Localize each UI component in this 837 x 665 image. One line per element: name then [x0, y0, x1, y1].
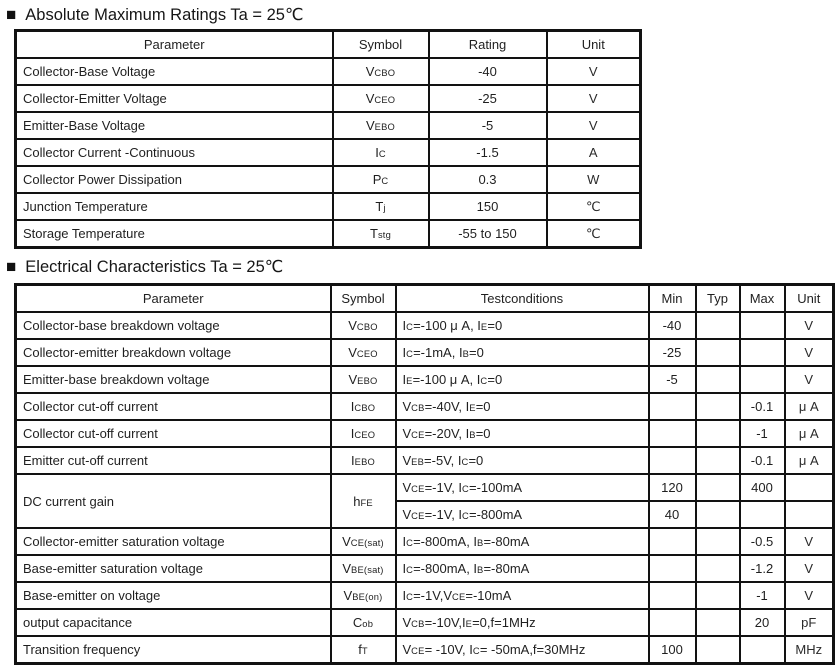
typ-cell — [696, 447, 740, 474]
testcond-cell: IC=-1V,VCE=-10mA — [396, 582, 649, 609]
param-cell: Collector cut-off current — [16, 420, 331, 447]
unit-cell: V — [547, 112, 641, 139]
table-row — [16, 139, 641, 166]
min-cell — [649, 393, 696, 420]
section-title-text: Electrical Characteristics Ta = 25℃ — [25, 258, 284, 276]
unit-cell: V — [785, 339, 834, 366]
table-row — [16, 474, 834, 501]
max-cell: -1.2 — [740, 555, 785, 582]
typ-cell — [696, 366, 740, 393]
testcond-cell: IE=-100 μ A, IC=0 — [396, 366, 649, 393]
table-row — [16, 166, 641, 193]
elec-char-table — [14, 283, 835, 665]
max-cell: 400 — [740, 474, 785, 501]
param-cell: Base-emitter saturation voltage — [16, 555, 331, 582]
rating-cell: 150 — [429, 193, 547, 220]
unit-cell: μ A — [785, 447, 834, 474]
param-cell: Transition frequency — [16, 636, 331, 664]
col-header-symbol: Symbol — [331, 285, 396, 313]
symbol-cell: VCEO — [333, 85, 429, 112]
typ-cell — [696, 501, 740, 528]
min-cell: 40 — [649, 501, 696, 528]
symbol-cell: VEBO — [331, 366, 396, 393]
col-header-symbol: Symbol — [333, 31, 429, 59]
param-cell: Collector cut-off current — [16, 393, 331, 420]
table-row — [16, 609, 834, 636]
param-cell: DC current gain — [16, 474, 331, 528]
symbol-cell: VCBO — [331, 312, 396, 339]
col-header-min: Min — [649, 285, 696, 313]
min-cell: 120 — [649, 474, 696, 501]
typ-cell — [696, 528, 740, 555]
col-header-typ: Typ — [696, 285, 740, 313]
max-cell: -0.5 — [740, 528, 785, 555]
testcond-cell: VEB=-5V, IC=0 — [396, 447, 649, 474]
param-cell: Base-emitter on voltage — [16, 582, 331, 609]
table-row — [16, 220, 641, 248]
symbol-cell: VEBO — [333, 112, 429, 139]
col-header-max: Max — [740, 285, 785, 313]
symbol-cell: VBE(sat) — [331, 555, 396, 582]
rating-cell: -5 — [429, 112, 547, 139]
max-cell: 20 — [740, 609, 785, 636]
typ-cell — [696, 312, 740, 339]
symbol-cell: Cob — [331, 609, 396, 636]
symbol-cell: VBE(on) — [331, 582, 396, 609]
typ-cell — [696, 393, 740, 420]
table-row — [16, 420, 834, 447]
testcond-cell: VCB=-40V, IE=0 — [396, 393, 649, 420]
table-row — [16, 193, 641, 220]
max-cell — [740, 636, 785, 664]
max-cell — [740, 312, 785, 339]
min-cell — [649, 555, 696, 582]
param-cell: Collector-emitter saturation voltage — [16, 528, 331, 555]
min-cell — [649, 528, 696, 555]
typ-cell — [696, 636, 740, 664]
param-cell: Collector-emitter breakdown voltage — [16, 339, 331, 366]
max-cell: -1 — [740, 420, 785, 447]
symbol-cell: hFE — [331, 474, 396, 528]
symbol-cell: VCBO — [333, 58, 429, 85]
symbol-cell: Tstg — [333, 220, 429, 248]
max-cell: -0.1 — [740, 393, 785, 420]
min-cell — [649, 447, 696, 474]
col-header-parameter: Parameter — [16, 31, 333, 59]
min-cell — [649, 582, 696, 609]
typ-cell — [696, 609, 740, 636]
table-row — [16, 312, 834, 339]
table-row — [16, 447, 834, 474]
symbol-cell: Tj — [333, 193, 429, 220]
unit-cell: A — [547, 139, 641, 166]
square-bullet-icon: ■ — [6, 4, 17, 24]
param-cell: Emitter cut-off current — [16, 447, 331, 474]
testcond-cell: VCE=-1V, IC=-100mA — [396, 474, 649, 501]
unit-cell: V — [785, 555, 834, 582]
symbol-cell: ICBO — [331, 393, 396, 420]
section-title-text: Absolute Maximum Ratings Ta = 25℃ — [25, 6, 304, 24]
unit-cell: V — [785, 366, 834, 393]
rating-cell: -25 — [429, 85, 547, 112]
section-title-electrical-characteristics — [6, 257, 283, 277]
min-cell — [649, 420, 696, 447]
rating-cell: 0.3 — [429, 166, 547, 193]
table-row — [16, 112, 641, 139]
testcond-cell: VCE= -10V, IC= -50mA,f=30MHz — [396, 636, 649, 664]
param-cell: output capacitance — [16, 609, 331, 636]
square-bullet-icon: ■ — [6, 256, 17, 276]
unit-cell: MHz — [785, 636, 834, 664]
testcond-cell: IC=-800mA, IB=-80mA — [396, 528, 649, 555]
param-cell: Collector-Base Voltage — [16, 58, 333, 85]
unit-cell: W — [547, 166, 641, 193]
table-row — [16, 555, 834, 582]
max-cell: -0.1 — [740, 447, 785, 474]
testcond-cell: IC=-1mA, IB=0 — [396, 339, 649, 366]
unit-cell — [785, 501, 834, 528]
min-cell — [649, 609, 696, 636]
min-cell: -5 — [649, 366, 696, 393]
rating-cell: -40 — [429, 58, 547, 85]
table-row — [16, 393, 834, 420]
header-row — [16, 31, 641, 59]
symbol-cell: ICEO — [331, 420, 396, 447]
symbol-cell: PC — [333, 166, 429, 193]
unit-cell: ℃ — [547, 193, 641, 220]
max-cell — [740, 501, 785, 528]
max-cell: -1 — [740, 582, 785, 609]
col-header-testconditions: Testconditions — [396, 285, 649, 313]
symbol-cell: VCEO — [331, 339, 396, 366]
table-row — [16, 85, 641, 112]
min-cell: -40 — [649, 312, 696, 339]
table-row — [16, 636, 834, 664]
param-cell: Collector-base breakdown voltage — [16, 312, 331, 339]
param-cell: Collector-Emitter Voltage — [16, 85, 333, 112]
typ-cell — [696, 555, 740, 582]
table-row — [16, 366, 834, 393]
param-cell: Collector Power Dissipation — [16, 166, 333, 193]
table-row — [16, 582, 834, 609]
unit-cell: V — [785, 312, 834, 339]
col-header-unit: Unit — [785, 285, 834, 313]
unit-cell: V — [547, 58, 641, 85]
rating-cell: -1.5 — [429, 139, 547, 166]
testcond-cell: IC=-100 μ A, IE=0 — [396, 312, 649, 339]
rating-cell: -55 to 150 — [429, 220, 547, 248]
header-row — [16, 285, 834, 313]
param-cell: Emitter-base breakdown voltage — [16, 366, 331, 393]
unit-cell: V — [547, 85, 641, 112]
param-cell: Collector Current -Continuous — [16, 139, 333, 166]
typ-cell — [696, 474, 740, 501]
col-header-unit: Unit — [547, 31, 641, 59]
testcond-cell: IC=-800mA, IB=-80mA — [396, 555, 649, 582]
unit-cell — [785, 474, 834, 501]
max-cell — [740, 366, 785, 393]
unit-cell: V — [785, 528, 834, 555]
max-cell — [740, 339, 785, 366]
unit-cell: pF — [785, 609, 834, 636]
unit-cell: ℃ — [547, 220, 641, 248]
col-header-rating: Rating — [429, 31, 547, 59]
min-cell: -25 — [649, 339, 696, 366]
unit-cell: V — [785, 582, 834, 609]
symbol-cell: fT — [331, 636, 396, 664]
abs-max-table — [14, 29, 642, 249]
table-row — [16, 58, 641, 85]
table-row — [16, 339, 834, 366]
min-cell: 100 — [649, 636, 696, 664]
param-cell: Emitter-Base Voltage — [16, 112, 333, 139]
unit-cell: μ A — [785, 420, 834, 447]
param-cell: Junction Temperature — [16, 193, 333, 220]
typ-cell — [696, 339, 740, 366]
typ-cell — [696, 582, 740, 609]
testcond-cell: VCE=-20V, IB=0 — [396, 420, 649, 447]
unit-cell: μ A — [785, 393, 834, 420]
param-cell: Storage Temperature — [16, 220, 333, 248]
typ-cell — [696, 420, 740, 447]
table-row — [16, 528, 834, 555]
testcond-cell: VCB=-10V,IE=0,f=1MHz — [396, 609, 649, 636]
symbol-cell: IC — [333, 139, 429, 166]
testcond-cell: VCE=-1V, IC=-800mA — [396, 501, 649, 528]
symbol-cell: IEBO — [331, 447, 396, 474]
section-title-absolute-maximum-ratings — [6, 5, 304, 25]
symbol-cell: VCE(sat) — [331, 528, 396, 555]
col-header-parameter: Parameter — [16, 285, 331, 313]
